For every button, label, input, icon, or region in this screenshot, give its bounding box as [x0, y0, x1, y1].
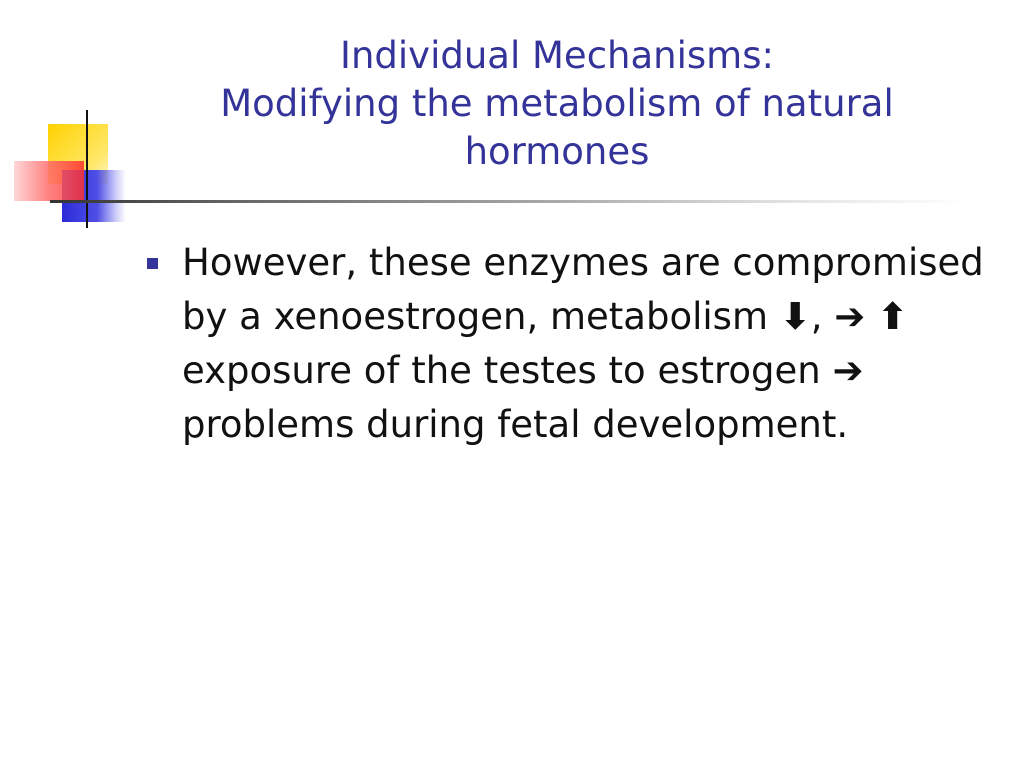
bullet-text-part-1: However, these enzymes are compromised by a xenoestrogen, metabolism [182, 241, 984, 338]
title-divider-line [50, 200, 970, 203]
bullet-text-part-4: exposure of the testes to estrogen [182, 349, 833, 392]
title-line-1: Individual Mechanisms: [340, 34, 774, 77]
decorative-red-bar [14, 161, 84, 201]
bullet-item [144, 236, 984, 452]
bullet-text-part-2: , [810, 295, 835, 338]
title-line-2: Modifying the metabolism of natural [220, 82, 894, 125]
slide-body [144, 236, 984, 452]
title-line-3: hormones [464, 130, 650, 173]
right-arrow-icon: ➔ [834, 295, 866, 338]
slide-title [150, 32, 964, 176]
bullet-text-part-3 [865, 295, 877, 338]
decorative-vertical-line [86, 110, 88, 228]
bullet-text-part-5: problems during fetal development. [182, 403, 849, 446]
square-bullet-icon [147, 258, 158, 269]
down-arrow-icon: ⬇ [779, 295, 811, 338]
right-arrow-icon: ➔ [832, 349, 864, 392]
up-arrow-icon: ⬆ [877, 295, 909, 338]
